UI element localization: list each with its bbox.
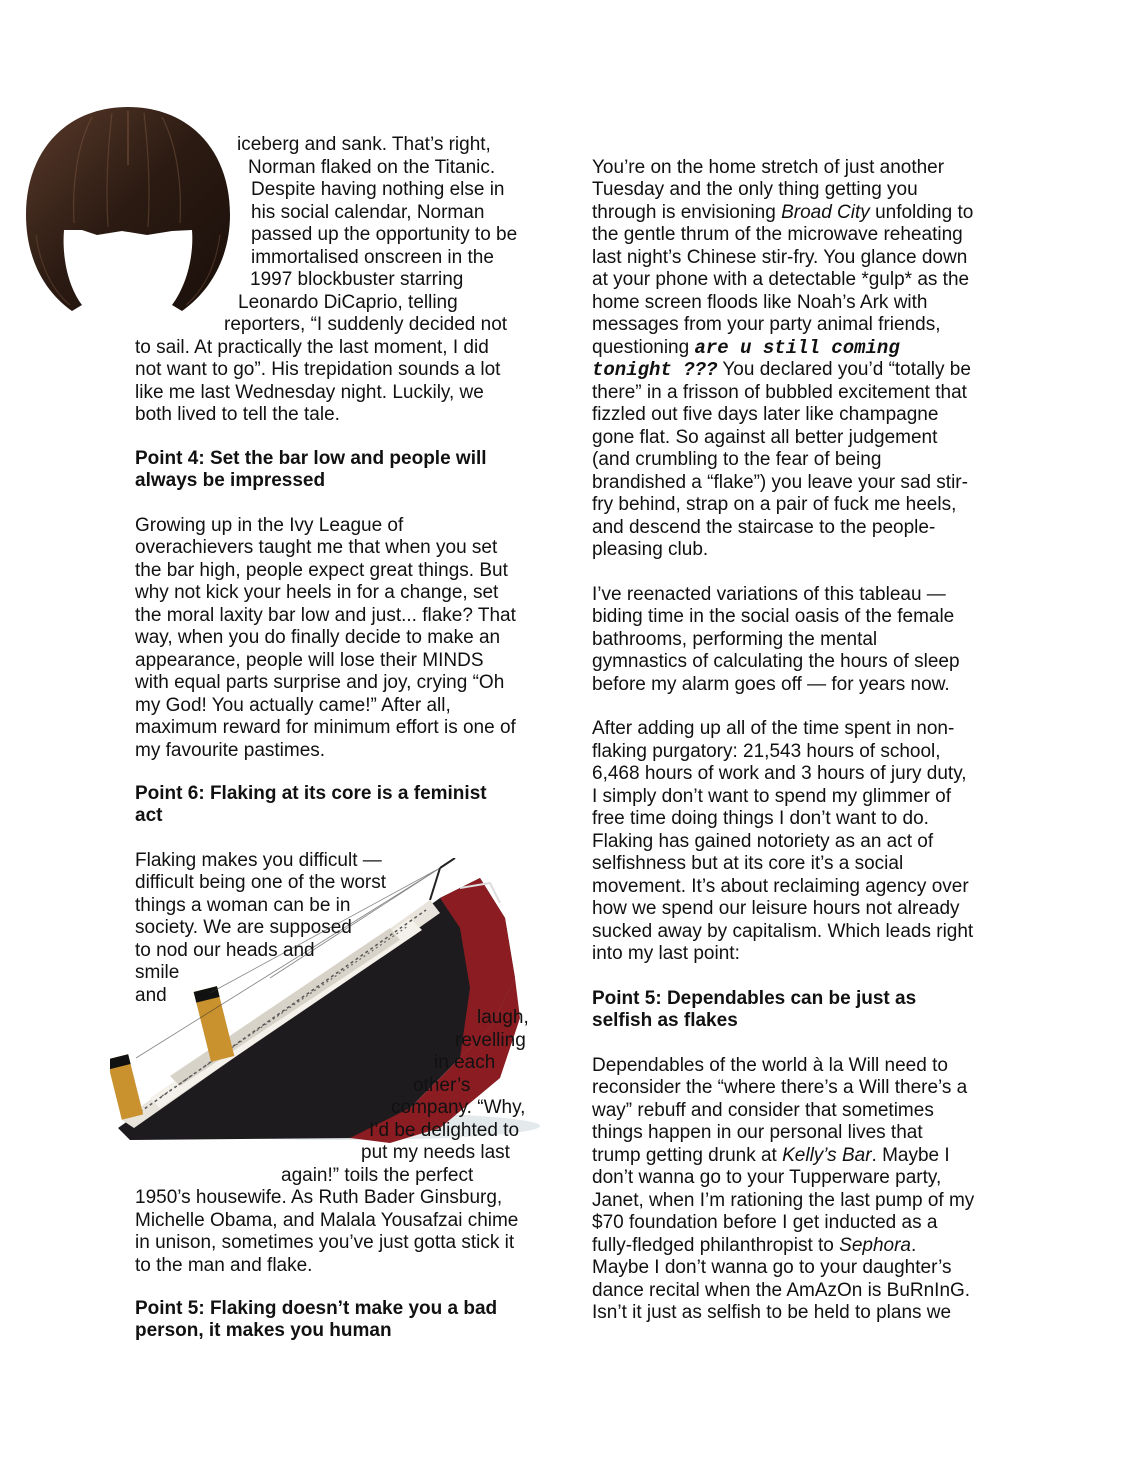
text-line: Dependables of the world à la Will need to (592, 1055, 948, 1076)
text-line: You’re on the home stretch of just another (592, 157, 945, 178)
text-line: in unison, sometimes you’ve just gotta stick it (135, 1232, 515, 1253)
text-line: Flaking has gained notoriety as an act of (592, 831, 934, 852)
section-heading: always be impressed (135, 470, 326, 491)
text-line: things happen in our personal lives that (592, 1122, 923, 1143)
text-line (592, 337, 900, 360)
text-line: society. We are supposed (135, 917, 352, 938)
section-heading: act (135, 805, 163, 826)
section-heading: Point 5: Flaking doesn’t make you a bad (135, 1298, 498, 1319)
bob-haircut-image (22, 105, 234, 315)
text-line: before my alarm goes off — for years now. (592, 674, 950, 695)
text-span: through is envisioning (592, 202, 776, 223)
section-heading: Point 5: Dependables can be just as (592, 988, 917, 1009)
text-line: with equal parts surprise and joy, crying “Oh (135, 672, 505, 693)
text-span: . (911, 1235, 917, 1256)
text-line: Tuesday and the only thing getting you (592, 179, 918, 200)
text-line: 1997 blockbuster starring (250, 269, 464, 290)
text-line: at your phone with a detectable *gulp* as the (592, 269, 970, 290)
text-line: both lived to tell the tale. (135, 404, 340, 425)
text-line: pleasing club. (592, 539, 709, 560)
text-message-quote: are u still coming (694, 337, 900, 359)
text-line: (and crumbling to the fear of being (592, 449, 882, 470)
section-heading: person, it makes you human (135, 1320, 392, 1341)
text-line (592, 359, 971, 382)
text-line: and descend the staircase to the people- (592, 517, 936, 538)
text-line: fry behind, strap on a pair of fuck me heels, (592, 494, 957, 515)
text-line: passed up the opportunity to be (251, 224, 518, 245)
text-line: and (135, 985, 167, 1006)
text-line: sucked away by capitalism. Which leads right (592, 921, 974, 942)
text-line: overachievers taught me that when you set (135, 537, 498, 558)
text-line: things a woman can be in (135, 895, 351, 916)
text-line: Michelle Obama, and Malala Yousafzai chime (135, 1210, 519, 1231)
text-line: to sail. At practically the last moment, I did (135, 337, 489, 358)
text-line: 1950’s housewife. As Ruth Bader Ginsburg, (135, 1187, 503, 1208)
text-line: reporters, “I suddenly decided not (224, 314, 508, 335)
text-line: to nod our heads and (135, 940, 315, 961)
text-line: laugh, (477, 1007, 529, 1028)
text-line: home screen floods like Noah’s Ark with (592, 292, 928, 313)
text-line: put my needs last (361, 1142, 510, 1163)
text-line: my favourite pastimes. (135, 740, 326, 761)
text-line: $70 foundation before I get inducted as a (592, 1212, 938, 1233)
text-line: Isn’t it just as selfish to be held to plans we (592, 1302, 952, 1323)
text-line: revelling (455, 1030, 526, 1051)
text-span: questioning (592, 337, 690, 358)
text-span: You declared you’d “totally be (722, 359, 971, 380)
text-line: gymnastics of calculating the hours of sleep (592, 651, 960, 672)
text-line: I simply don’t want to spend my glimmer of (592, 786, 952, 807)
text-line: dance recital when the AmAzOn is BuRnInG. (592, 1280, 971, 1301)
text-line: Flaking makes you difficult — (135, 850, 382, 871)
text-line: messages from your party animal friends, (592, 314, 941, 335)
text-line: I’d be delighted to (369, 1120, 520, 1141)
text-span: . Maybe I (871, 1145, 950, 1166)
text-line: Leonardo DiCaprio, telling (238, 292, 458, 313)
text-line: 6,468 hours of work and 3 hours of jury duty, (592, 763, 967, 784)
text-line: not want to go”. His trepidation sounds a lot (135, 359, 501, 380)
text-line (592, 1235, 916, 1258)
brand-name-sephora: Sephora (839, 1235, 911, 1256)
text-line: flaking purgatory: 21,543 hours of school, (592, 741, 941, 762)
text-line: bathrooms, performing the mental (592, 629, 878, 650)
text-line: company. “Why, (391, 1097, 526, 1118)
text-line: smile (135, 962, 180, 983)
text-line: Growing up in the Ivy League of (135, 515, 404, 536)
text-line: way, when you do finally decide to make an (135, 627, 501, 648)
text-line: fizzled out five days later like champagne (592, 404, 939, 425)
text-line: don’t wanna go to your Tupperware party, (592, 1167, 942, 1188)
text-line: difficult being one of the worst (135, 872, 387, 893)
section-heading: Point 4: Set the bar low and people will (135, 448, 487, 469)
text-line: Norman flaked on the Titanic. (248, 157, 496, 178)
text-line: iceberg and sank. That’s right, (237, 134, 491, 155)
text-line: After adding up all of the time spent in non- (592, 718, 955, 739)
text-line: movement. It’s about reclaiming agency over (592, 876, 969, 897)
text-line: Despite having nothing else in (251, 179, 505, 200)
text-line (592, 202, 973, 225)
text-line: selfishness but at its core it’s a social (592, 853, 904, 874)
text-line: there” in a frisson of bubbled excitement that (592, 382, 967, 403)
text-line: brandished a “flake”) you leave your sad stir- (592, 472, 968, 493)
text-line: in each (434, 1052, 496, 1073)
text-line: immortalised onscreen in the (251, 247, 494, 268)
section-heading: selfish as flakes (592, 1010, 738, 1031)
text-line: way” rebuff and consider that sometimes (592, 1100, 934, 1121)
text-line: again!” toils the perfect (281, 1165, 474, 1186)
text-line: my God! You actually came!” After all, (135, 695, 451, 716)
text-line: why not kick your heels in for a change, set (135, 582, 499, 603)
section-heading: Point 6: Flaking at its core is a feminist (135, 783, 487, 804)
text-span: fully-fledged philanthropist to (592, 1235, 834, 1256)
text-message-quote: tonight ??? (592, 359, 718, 381)
text-line (592, 1145, 950, 1168)
text-line: how we spend our leisure hours not already (592, 898, 960, 919)
text-line: gone flat. So against all better judgement (592, 427, 938, 448)
text-line: to the man and flake. (135, 1255, 313, 1276)
text-line: like me last Wednesday night. Luckily, we (135, 382, 484, 403)
text-span: unfolding to (875, 202, 974, 223)
text-line: into my last point: (592, 943, 740, 964)
text-line: biding time in the social oasis of the female (592, 606, 955, 627)
bar-name-kellys-bar: Kelly’s Bar (782, 1145, 872, 1166)
text-line: the gentle thrum of the microwave reheating (592, 224, 963, 245)
text-line: reconsider the “where there’s a Will there’s a (592, 1077, 968, 1098)
text-line: Janet, when I’m rationing the last pump of my (592, 1190, 975, 1211)
text-line: maximum reward for minimum effort is one of (135, 717, 516, 738)
text-line: free time doing things I don’t want to do. (592, 808, 929, 829)
text-line: last night’s Chinese stir-fry. You glance down (592, 247, 968, 268)
text-line: Maybe I don’t wanna go to your daughter’s (592, 1257, 952, 1278)
text-line: I’ve reenacted variations of this tableau — (592, 584, 946, 605)
show-title-broad-city: Broad City (781, 202, 870, 223)
text-line: the bar high, people expect great things. But (135, 560, 508, 581)
text-span: trump getting drunk at (592, 1145, 777, 1166)
text-line: other’s (413, 1075, 471, 1096)
text-line: his social calendar, Norman (251, 202, 485, 223)
text-line: appearance, people will lose their MINDS (135, 650, 484, 671)
text-line: the moral laxity bar low and just... flake? That (135, 605, 516, 626)
